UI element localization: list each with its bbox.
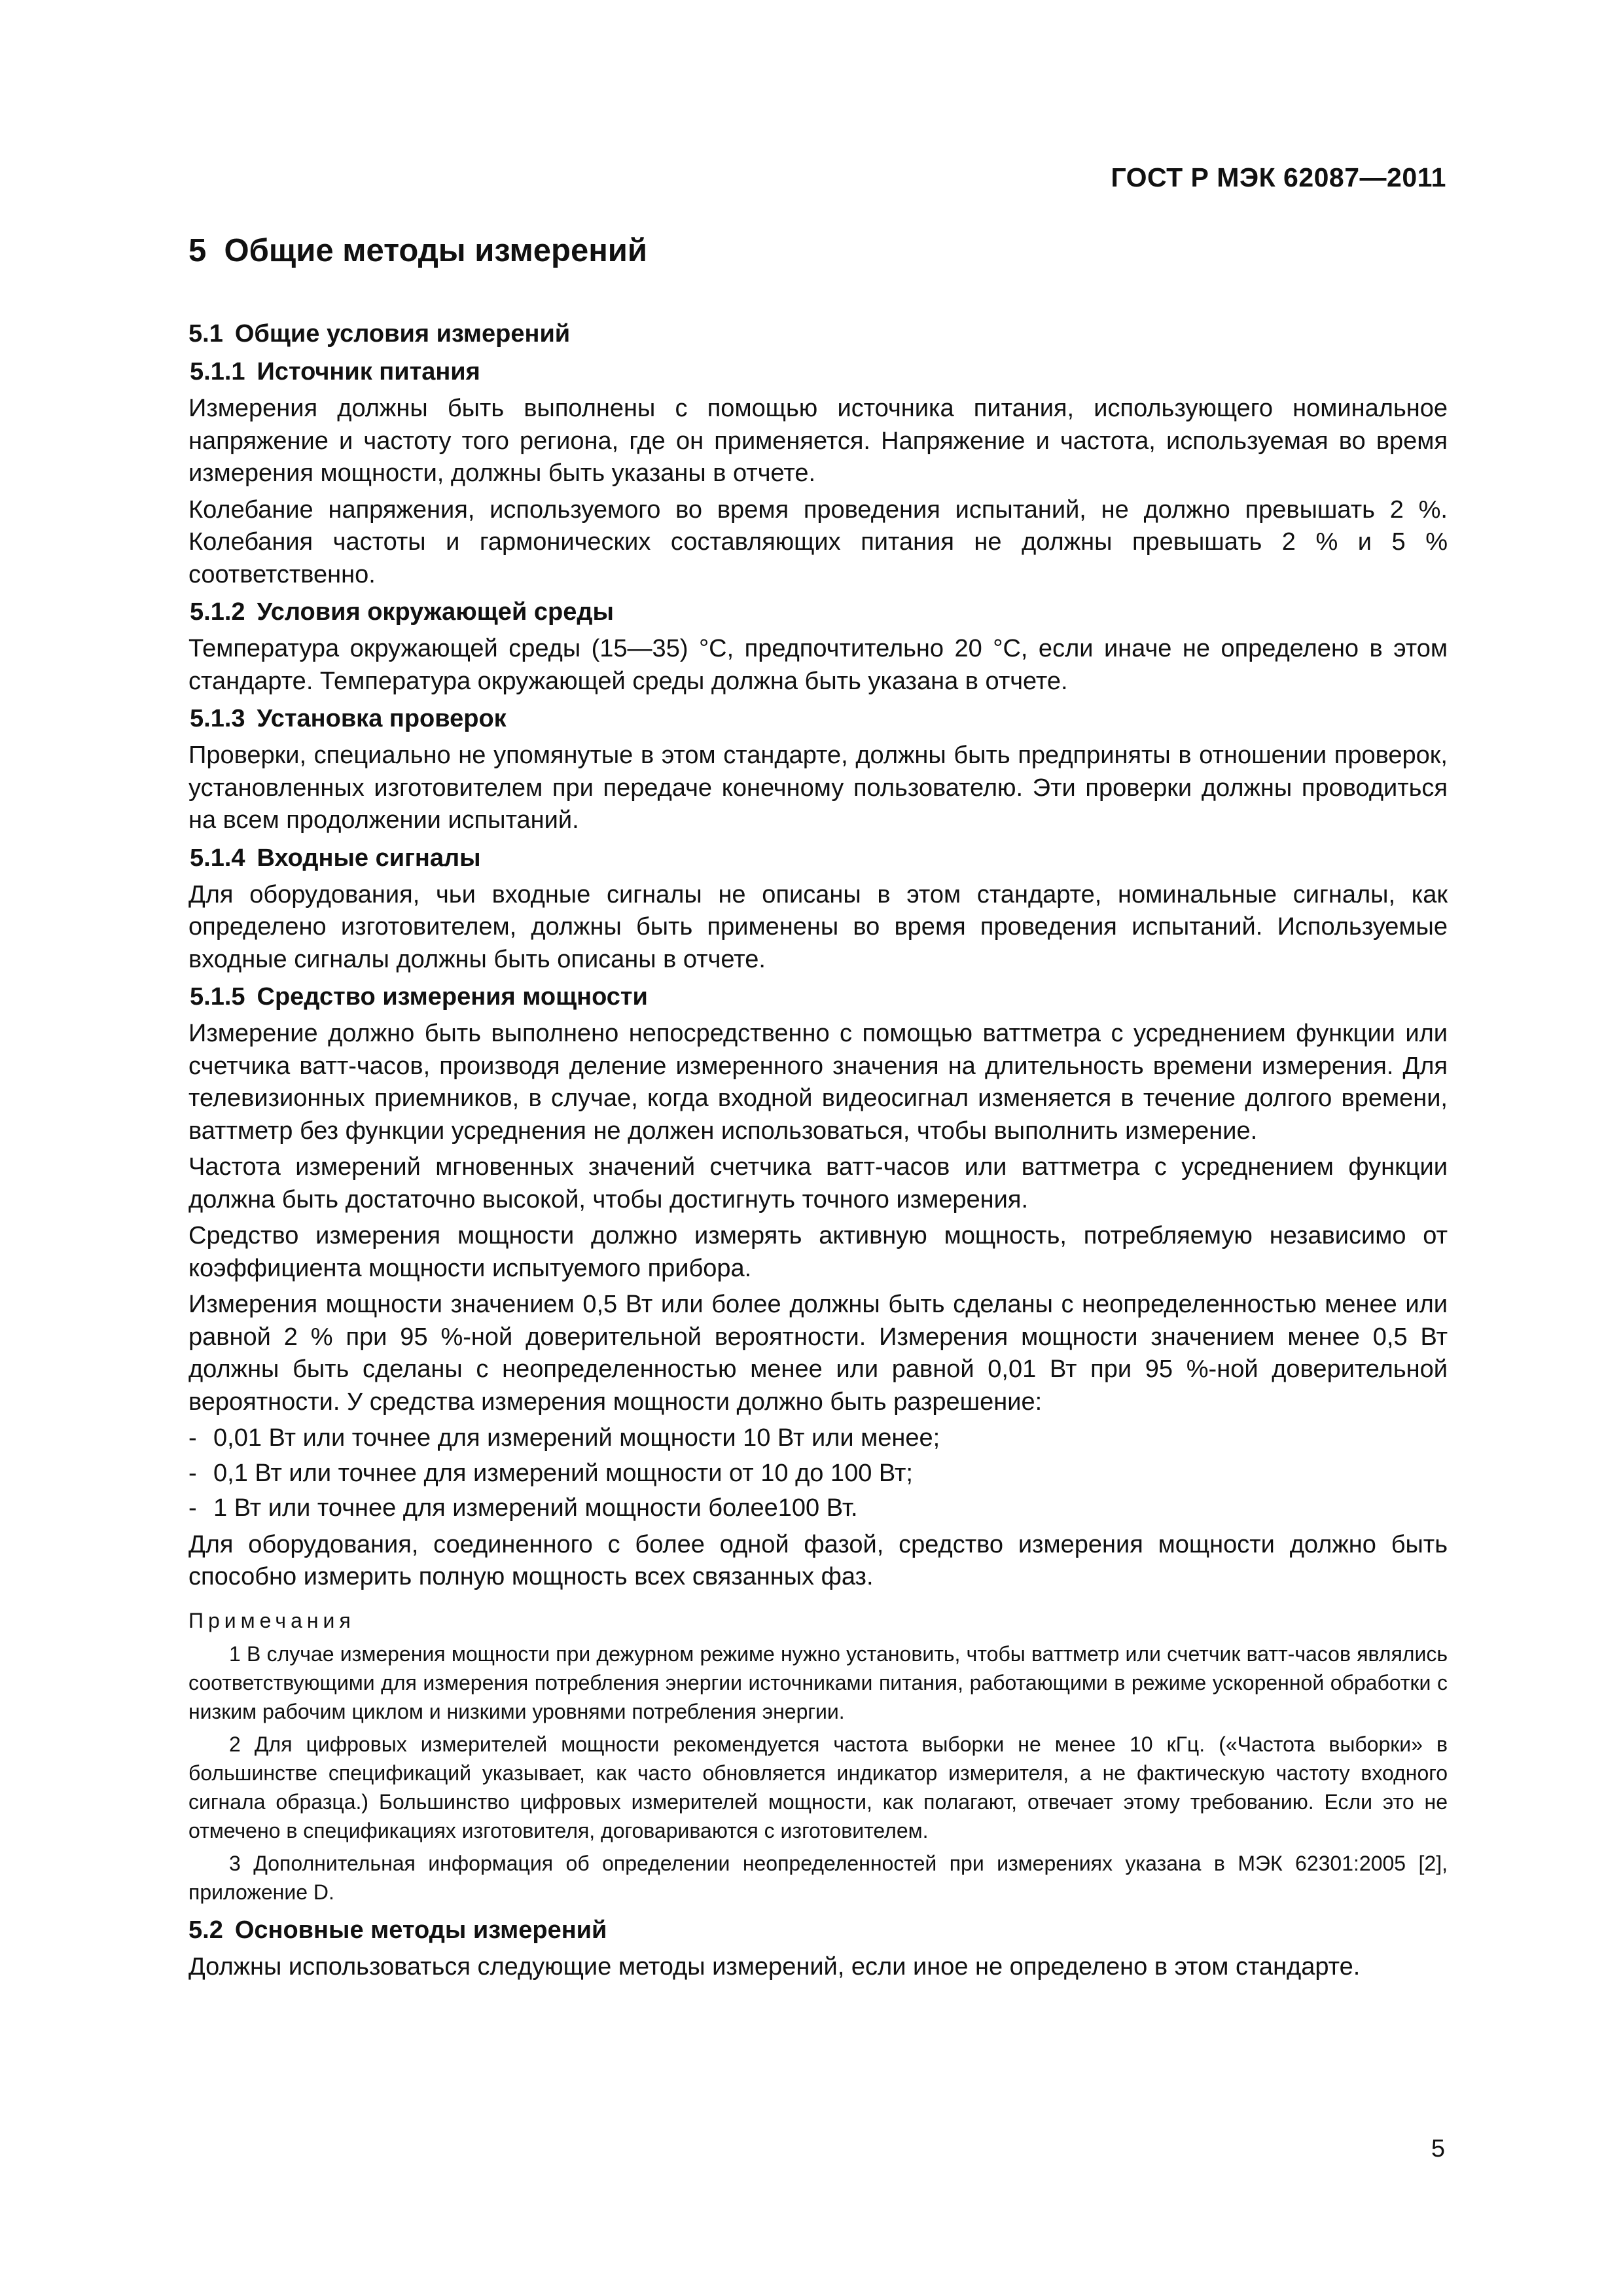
subsection-number: 5.1.4	[190, 844, 245, 872]
page-content	[188, 228, 1448, 1987]
subsection-number: 5.1.2	[190, 598, 245, 626]
paragraph: Должны использоваться следующие методы измерений, если иное не определено в этом стандарте.	[188, 1952, 1361, 1981]
subsection-title-text: Установка проверок	[257, 705, 507, 732]
paragraph: Температура окружающей среды (15—35) °С, предпочтительно 20 °С, если иначе не определено в этом стандарте. Температура окружающей среды должна быть указана в отчете.	[188, 635, 1448, 695]
subsection-number: 5.1	[188, 320, 223, 348]
resolution-list	[188, 1422, 1448, 1525]
subsection-number: 5.2	[188, 1916, 223, 1944]
subsection-5-1-title	[188, 317, 1448, 351]
section-number: 5	[188, 233, 207, 268]
list-marker: -	[188, 1424, 197, 1452]
subsection-title-text: Источник питания	[257, 358, 480, 386]
paragraph: Частота измерений мгновенных значений счетчика ватт-часов или ваттметра с усреднением функции должна быть достаточно высокой, чтобы достигнуть точного измерения.	[188, 1153, 1448, 1213]
subsection-5-1-5-title	[188, 980, 1448, 1014]
note: 3 Дополнительная информация об определении неопределенностей при измерениях указана в МЭК 62301:2005 [2], приложение D.	[188, 1851, 1448, 1904]
subsection-5-1-3-title	[188, 702, 1448, 736]
notes-heading: Примечания	[188, 1608, 355, 1632]
page-number: 5	[1431, 2135, 1445, 2162]
subsection-5-1-2-title	[188, 595, 1448, 629]
subsection-number: 5.1.5	[190, 983, 245, 1011]
note: 2 Для цифровых измерителей мощности рекомендуется частота выборки не менее 10 кГц. («Частота выборки» в большинстве спецификаций указывает, как часто обновляется индикатор измерителя, а не фактическую частоту входного сигнала образца.) Большинство цифровых измерителей мощности, как полагают, отвечает этому требованию. Если это не отмечено в спецификациях изготовителя, договариваются с изготовителем.	[188, 1732, 1448, 1842]
subsection-5-1-4-title	[188, 841, 1448, 875]
standard-header: ГОСТ Р МЭК 62087—2011	[1111, 162, 1446, 192]
subsection-5-2-title	[188, 1913, 1448, 1947]
list-item: - 1 Вт или точнее для измерений мощности более100 Вт.	[188, 1492, 1448, 1525]
subsection-number: 5.1.3	[190, 705, 245, 732]
subsection-number: 5.1.1	[190, 358, 245, 386]
paragraph: Для оборудования, соединенного с более одной фазой, средство измерения мощности должно быть способно измерить полную мощность всех связанных фаз.	[188, 1530, 1448, 1590]
paragraph: Для оборудования, чьи входные сигналы не описаны в этом стандарте, номинальные сигналы, как определено изготовителем, должны быть применены во время проведения испытаний. Используемые входные сигналы должны быть описаны в отчете.	[188, 880, 1448, 973]
list-item: - 0,1 Вт или точнее для измерений мощности от 10 до 100 Вт;	[188, 1458, 1448, 1490]
paragraph: Измерение должно быть выполнено непосредственно с помощью ваттметра с усреднением функции или счетчика ватт-часов, производя деление измеренного значения на длительность времени измерения. Для телевизионных приемников, в случае, когда входной видеосигнал изменяется в течение долгого времени, ваттметр без функции усреднения не должен использоваться, чтобы выполнить измерение.	[188, 1020, 1448, 1145]
subsection-title-text: Основные методы измерений	[234, 1916, 607, 1944]
section-title	[188, 228, 1448, 274]
list-marker: -	[188, 1494, 197, 1522]
paragraph: Средство измерения мощности должно измерять активную мощность, потребляемую независимо от коэффициента мощности испытуемого прибора.	[188, 1222, 1448, 1282]
section-title-text: Общие методы измерений	[224, 233, 648, 268]
paragraph: Измерения должны быть выполнены с помощью источника питания, использующего номинальное напряжение и частоту того региона, где он применяется. Напряжение и частота, используемая во время измерения мощности, должны быть указаны в отчете.	[188, 395, 1448, 487]
list-item: - 0,01 Вт или точнее для измерений мощности 10 Вт или менее;	[188, 1422, 1448, 1455]
subsection-5-1-1-title	[188, 355, 1448, 389]
paragraph: Проверки, специально не упомянутые в этом стандарте, должны быть предприняты в отношении проверок, установленных изготовителем при передаче конечному пользователю. Эти проверки должны проводиться на всем продолжении испытаний.	[188, 742, 1448, 834]
list-marker: -	[188, 1459, 197, 1487]
subsection-title-text: Условия окружающей среды	[257, 598, 614, 626]
subsection-title-text: Входные сигналы	[257, 844, 481, 872]
subsection-title-text: Общие условия измерений	[234, 320, 571, 348]
subsection-title-text: Средство измерения мощности	[257, 983, 648, 1011]
paragraph: Измерения мощности значением 0,5 Вт или более должны быть сделаны с неопределенностью менее или равной 2 % при 95 %-ной доверительной вероятности. Измерения мощности значением менее 0,5 Вт должны быть сделаны с неопределенностью менее или равной 0,01 Вт при 95 %-ной доверительной вероятности. У средства измерения мощности должно быть разрешение:	[188, 1291, 1448, 1416]
paragraph: Колебание напряжения, используемого во время проведения испытаний, не должно превышать 2 %. Колебания частоты и гармонических составляющих питания не должны превышать 2 % и 5 % соответственно.	[188, 495, 1448, 588]
note: 1 В случае измерения мощности при дежурном режиме нужно установить, чтобы ваттметр или счетчик ватт-часов являлись соответствующими для измерения потребления энергии источниками питания, работающими в режиме ускоренной обработки с низким рабочим циклом и низкими уровнями потребления энергии.	[188, 1641, 1448, 1723]
